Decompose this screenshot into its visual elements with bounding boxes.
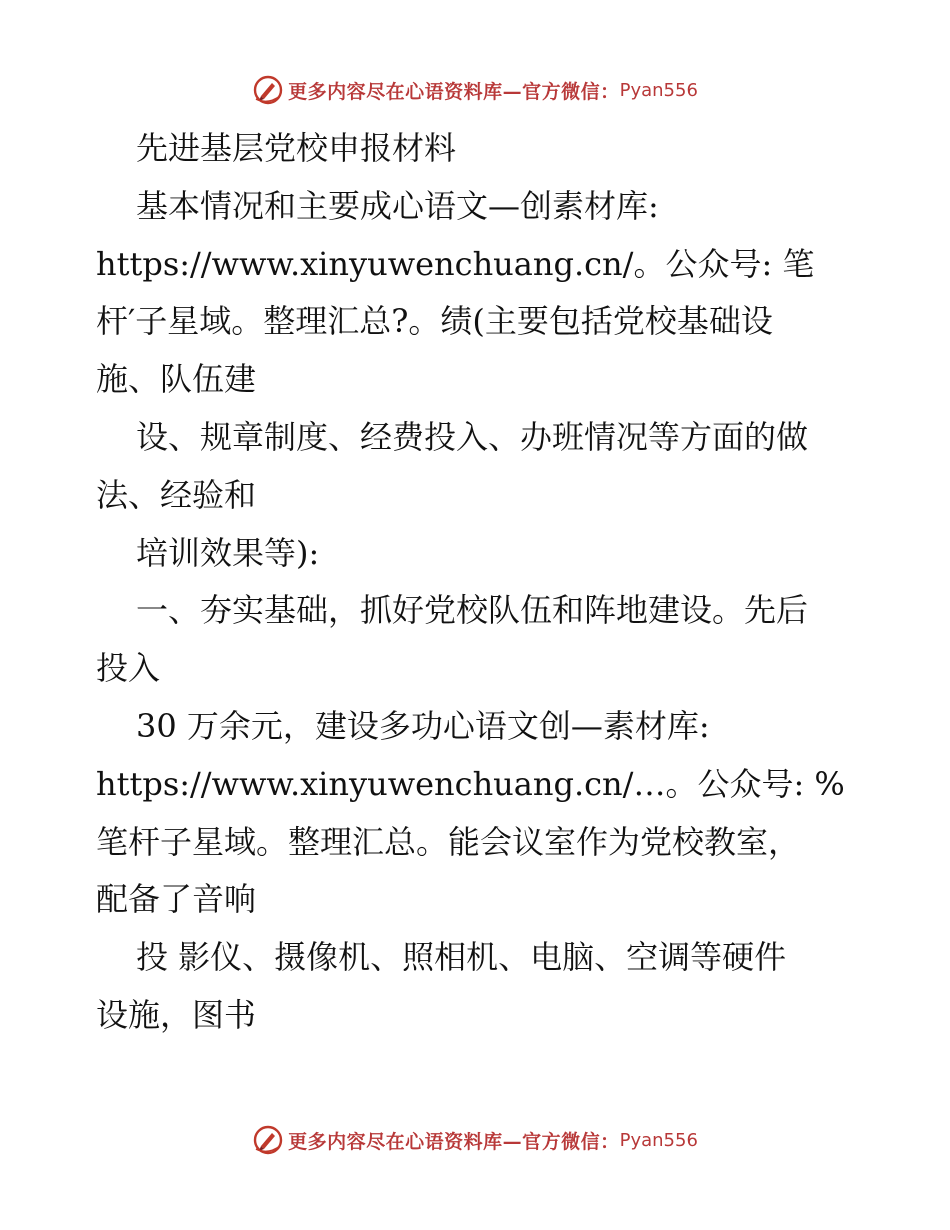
- banner-text: 更多内容尽在心语资料库—官方微信：: [288, 80, 620, 103]
- text-line: 投入: [96, 649, 161, 688]
- pen-logo-icon: [252, 1124, 284, 1156]
- document-body: [96, 120, 856, 1045]
- banner-wechat-id: Pyan556: [619, 79, 698, 101]
- text-line: 笔杆子星域。整理汇总。能会议室作为党校教室，: [96, 822, 801, 861]
- text-line: 设施，图书: [96, 995, 257, 1034]
- text-line: 设、规章制度、经费投入、办班情况等方面的做: [136, 417, 809, 456]
- text-line: 培训效果等):: [136, 533, 320, 572]
- text-line: 施、队伍建: [96, 360, 257, 399]
- pen-logo-icon: [252, 74, 284, 106]
- header-banner: [0, 70, 950, 110]
- footer-banner: [0, 1120, 950, 1160]
- text-line: 投 影仪、摄像机、照相机、电脑、空调等硬件: [136, 938, 787, 977]
- banner-wechat-id: Pyan556: [619, 1129, 698, 1151]
- text-line: 杆′子星域。整理汇总?。绩(主要包括党校基础设: [96, 302, 773, 341]
- text-line: 法、经验和: [96, 475, 257, 514]
- text-line: 先进基层党校申报材料: [136, 129, 457, 167]
- text-line: 基本情况和主要成心语文—创素材库:: [136, 186, 659, 225]
- text-line: 30 万余元，建设多功心语文创—素材库:: [136, 706, 710, 745]
- text-line: 一、夯实基础，抓好党校队伍和阵地建设。先后: [136, 591, 809, 630]
- banner-text: 更多内容尽在心语资料库—官方微信：: [288, 1130, 620, 1153]
- text-line: 配备了音响: [96, 880, 257, 919]
- text-line: https://www.xinyuwenchuang.cn/…。公众号: %: [96, 764, 845, 803]
- text-line: https://www.xinyuwenchuang.cn/。公众号: 笔: [96, 244, 815, 283]
